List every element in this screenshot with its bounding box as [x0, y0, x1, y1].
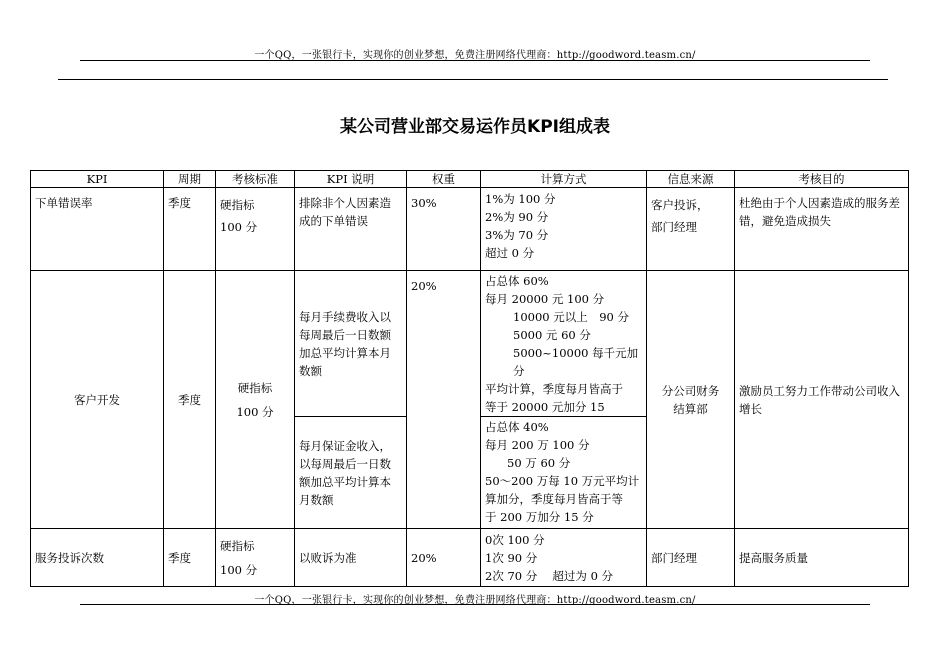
col-header-calc: 计算方式	[481, 171, 647, 188]
r2-weight: 20%	[407, 271, 481, 529]
r2-desc-b: 每月保证金收入，以每周最后一日数额加总平均计算本月数额	[295, 417, 407, 529]
col-header-goal: 考核目的	[735, 171, 909, 188]
page-header-text: 一个QQ，一张银行卡，实现你的创业梦想，免费注册网络代理商：http://goodword.teasm.cn/	[254, 50, 696, 61]
col-header-standard: 考核标准	[216, 171, 295, 188]
r3-goal: 提高服务质量	[735, 529, 909, 587]
r2-source	[647, 271, 735, 529]
r1-standard	[216, 188, 295, 271]
r3-calc	[481, 529, 647, 587]
r2-calc-b-line: 占总体 40%	[485, 420, 549, 434]
r1-kpi: 下单错误率	[31, 188, 164, 271]
r2-cycle: 季度	[164, 271, 216, 529]
col-header-source: 信息来源	[647, 171, 735, 188]
r3-standard-line: 硬指标	[220, 538, 255, 553]
r2-goal: 激励员工努力工作带动公司收入增长	[735, 271, 909, 529]
r2-calc-a-line: 10000 元以上 90 分	[513, 310, 630, 324]
r3-desc: 以败诉为准	[295, 529, 407, 587]
kpi-table	[30, 170, 909, 587]
r2-calc-a-line: 5000 元 60 分	[513, 328, 591, 342]
r3-cycle: 季度	[164, 529, 216, 587]
r2-standard-line: 硬指标	[237, 380, 273, 395]
r1-standard-line: 100 分	[220, 220, 258, 234]
footer-rule	[80, 604, 870, 605]
r1-weight: 30%	[407, 188, 481, 271]
r3-standard-line: 100 分	[220, 562, 258, 577]
table-row	[31, 529, 909, 587]
col-header-cycle: 周期	[164, 171, 216, 188]
r2-calc-a-line: 5000~10000 每千元加分	[513, 346, 639, 378]
r2-standard-line: 100 分	[236, 404, 274, 419]
r3-weight: 20%	[407, 529, 481, 587]
r3-calc-line: 1次 90 分	[485, 550, 538, 565]
header-rule-short	[80, 60, 870, 61]
r1-calc-line: 1%为 100 分	[485, 192, 556, 206]
r1-source-line: 客户投诉，	[651, 198, 709, 212]
r1-goal: 杜绝由于个人因素造成的服务差错，避免造成损失	[735, 188, 909, 271]
r3-calc-line: 2次 70 分 超过为 0 分	[485, 568, 614, 583]
col-header-kpi: KPI	[31, 171, 164, 188]
table-header-row	[31, 171, 909, 188]
r2-calc-b-line: 于 200 万加分 15 分	[485, 510, 594, 524]
r1-calc-line: 3%为 70 分	[485, 228, 549, 242]
r2-calc-a-line: 等于 20000 元加分 15	[485, 400, 605, 414]
r1-source-line: 部门经理	[651, 220, 697, 234]
r2-calc-b-line: 50 万 60 分	[507, 456, 571, 470]
r2-calc-a-line: 每月 20000 元 100 分	[485, 292, 605, 306]
r1-calc-line: 2%为 90 分	[485, 210, 549, 224]
r2-source-line: 分公司财务	[661, 383, 720, 398]
r2-calc-a	[481, 271, 647, 417]
table-row	[31, 271, 909, 417]
r1-calc	[481, 188, 647, 271]
col-header-weight: 权重	[407, 171, 481, 188]
r2-calc-b	[481, 417, 647, 529]
r2-calc-b-line: 每月 200 万 100 分	[485, 438, 590, 452]
r1-cycle: 季度	[164, 188, 216, 271]
r2-kpi: 客户开发	[31, 271, 164, 529]
page-footer-text: 一个QQ，一张银行卡，实现你的创业梦想，免费注册网络代理商：http://goodword.teasm.cn/	[254, 595, 696, 606]
r2-calc-b-line: 50～200 万每 10 万元平均计	[485, 474, 640, 488]
r3-kpi: 服务投诉次数	[31, 529, 164, 587]
r2-source-line: 结算部	[673, 401, 708, 416]
col-header-desc: KPI 说明	[295, 171, 407, 188]
r1-source	[647, 188, 735, 271]
r2-calc-a-line: 平均计算，季度每月皆高于	[485, 382, 623, 396]
page-title: 某公司营业部交易运作员KPI组成表	[340, 117, 610, 137]
header-rule-long	[58, 79, 888, 80]
r1-desc: 排除非个人因素造成的下单错误	[295, 188, 407, 271]
r3-calc-line: 0次 100 分	[485, 532, 545, 547]
table-row	[31, 188, 909, 271]
r2-desc-a: 每月手续费收入以每周最后一日数额加总平均计算本月数额	[295, 271, 407, 417]
r3-standard	[216, 529, 295, 587]
r2-calc-a-line: 占总体 60%	[485, 274, 549, 288]
r2-standard	[216, 271, 295, 529]
r2-calc-b-line: 算加分，季度每月皆高于等	[485, 492, 623, 506]
r3-source: 部门经理	[647, 529, 735, 587]
r1-calc-line: 超过 0 分	[485, 246, 535, 260]
r1-standard-line: 硬指标	[220, 198, 255, 212]
